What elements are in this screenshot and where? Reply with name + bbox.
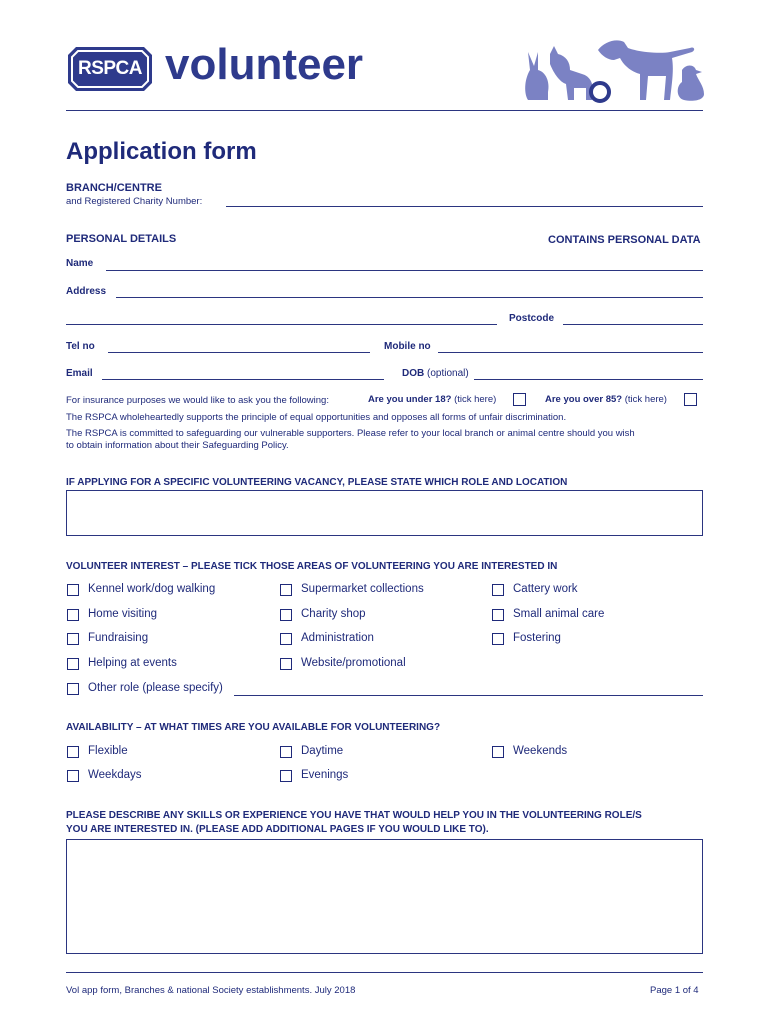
checkbox-weekends[interactable] bbox=[492, 746, 504, 758]
option-home-visiting: Home visiting bbox=[88, 608, 158, 620]
mobile-label: Mobile no bbox=[384, 341, 431, 352]
option-helping-at-events: Helping at events bbox=[88, 657, 177, 669]
option-website-promotional: Website/promotional bbox=[301, 657, 406, 669]
dob-label bbox=[402, 368, 469, 379]
option-fostering: Fostering bbox=[513, 632, 561, 644]
address-field-1[interactable] bbox=[116, 297, 703, 298]
skills-textbox[interactable] bbox=[66, 839, 703, 954]
equal-opportunities-text: The RSPCA wholeheartedly supports the principle of equal opportunities and opposes all forms of unfair discrimination. bbox=[66, 412, 567, 423]
over85-checkbox[interactable] bbox=[684, 393, 697, 406]
safeguarding-text-2: to obtain information about their Safeguarding Policy. bbox=[66, 440, 289, 451]
name-label: Name bbox=[66, 258, 94, 269]
over85-q-text: Are you over 85? bbox=[545, 394, 623, 405]
checkbox-website-promotional[interactable] bbox=[280, 658, 292, 670]
postcode-label: Postcode bbox=[509, 313, 555, 324]
contains-personal-data: CONTAINS PERSONAL DATA bbox=[548, 234, 701, 246]
checkbox-kennel-work[interactable] bbox=[67, 584, 79, 596]
under18-checkbox[interactable] bbox=[513, 393, 526, 406]
option-daytime: Daytime bbox=[301, 745, 344, 757]
option-supermarket-collections: Supermarket collections bbox=[301, 583, 424, 595]
checkbox-flexible[interactable] bbox=[67, 746, 79, 758]
rspca-logo bbox=[66, 44, 154, 94]
checkbox-evenings[interactable] bbox=[280, 770, 292, 782]
charity-label: and Registered Charity Number: bbox=[66, 196, 203, 207]
tel-label: Tel no bbox=[66, 341, 95, 352]
checkbox-supermarket-collections[interactable] bbox=[280, 584, 292, 596]
vacancy-heading: IF APPLYING FOR A SPECIFIC VOLUNTEERING VACANCY, PLEASE STATE WHICH ROLE AND LOCATION bbox=[66, 477, 568, 488]
option-small-animal-care: Small animal care bbox=[513, 608, 605, 620]
under18-q-text: Are you under 18? bbox=[368, 394, 452, 405]
availability-heading: AVAILABILITY – AT WHAT TIMES ARE YOU AVAILABLE FOR VOLUNTEERING? bbox=[66, 722, 441, 733]
mobile-field[interactable] bbox=[438, 352, 703, 353]
checkbox-charity-shop[interactable] bbox=[280, 609, 292, 621]
under18-tick-text: (tick here) bbox=[454, 394, 497, 405]
address-label: Address bbox=[66, 286, 107, 297]
page-number: Page 1 of 4 bbox=[650, 985, 699, 996]
branch-label: BRANCH/CENTRE bbox=[66, 182, 162, 194]
tel-field[interactable] bbox=[108, 352, 370, 353]
email-label: Email bbox=[66, 368, 93, 379]
safeguarding-text-1: The RSPCA is committed to safeguarding our vulnerable supporters. Please refer to your local branch or animal centre should you wish bbox=[66, 428, 635, 439]
checkbox-cattery-work[interactable] bbox=[492, 584, 504, 596]
dob-text: DOB bbox=[402, 368, 425, 379]
skills-heading-2: YOU ARE INTERESTED IN. (PLEASE ADD ADDITIONAL PAGES IF YOU WOULD LIKE TO). bbox=[66, 824, 489, 835]
checkbox-daytime[interactable] bbox=[280, 746, 292, 758]
dob-field[interactable] bbox=[474, 379, 703, 380]
name-field[interactable] bbox=[106, 270, 703, 271]
option-charity-shop: Charity shop bbox=[301, 608, 366, 620]
option-weekdays: Weekdays bbox=[88, 769, 142, 781]
checkbox-helping-at-events[interactable] bbox=[67, 658, 79, 670]
option-flexible: Flexible bbox=[88, 745, 128, 757]
option-administration: Administration bbox=[301, 632, 374, 644]
header-rule bbox=[66, 110, 703, 111]
option-cattery-work: Cattery work bbox=[513, 583, 578, 595]
interest-heading: VOLUNTEER INTEREST – PLEASE TICK THOSE AREAS OF VOLUNTEERING YOU ARE INTERESTED IN bbox=[66, 561, 558, 572]
option-other-role: Other role (please specify) bbox=[88, 682, 223, 694]
dob-optional: (optional) bbox=[427, 368, 469, 379]
other-role-field[interactable] bbox=[234, 695, 703, 696]
checkbox-weekdays[interactable] bbox=[67, 770, 79, 782]
option-evenings: Evenings bbox=[301, 769, 349, 781]
option-fundraising: Fundraising bbox=[88, 632, 149, 644]
volunteer-wordmark: volunteer bbox=[165, 40, 364, 89]
personal-details-heading: PERSONAL DETAILS bbox=[66, 233, 177, 245]
email-field[interactable] bbox=[102, 379, 384, 380]
branch-field[interactable] bbox=[226, 206, 703, 207]
over85-question bbox=[545, 394, 667, 405]
option-kennel-work: Kennel work/dog walking bbox=[88, 583, 216, 595]
option-weekends: Weekends bbox=[513, 745, 568, 757]
footer-rule bbox=[66, 972, 703, 973]
checkbox-fostering[interactable] bbox=[492, 633, 504, 645]
insurance-text: For insurance purposes we would like to ask you the following: bbox=[66, 395, 329, 406]
vacancy-textbox[interactable] bbox=[66, 490, 703, 536]
logo-text: RSPCA bbox=[77, 58, 142, 79]
checkbox-other-role[interactable] bbox=[67, 683, 79, 695]
postcode-field[interactable] bbox=[563, 324, 703, 325]
skills-heading-1: PLEASE DESCRIBE ANY SKILLS OR EXPERIENCE YOU HAVE THAT WOULD HELP YOU IN THE VOLUNTEERING ROLE/S bbox=[66, 810, 642, 821]
address-field-2[interactable] bbox=[66, 324, 497, 325]
page-title: Application form bbox=[66, 138, 257, 165]
animals-illustration bbox=[520, 30, 710, 110]
checkbox-fundraising[interactable] bbox=[67, 633, 79, 645]
footer-left-text: Vol app form, Branches & national Society establishments. July 2018 bbox=[66, 985, 356, 996]
checkbox-administration[interactable] bbox=[280, 633, 292, 645]
checkbox-home-visiting[interactable] bbox=[67, 609, 79, 621]
under18-question bbox=[368, 394, 496, 405]
checkbox-small-animal-care[interactable] bbox=[492, 609, 504, 621]
over85-tick-text: (tick here) bbox=[624, 394, 667, 405]
